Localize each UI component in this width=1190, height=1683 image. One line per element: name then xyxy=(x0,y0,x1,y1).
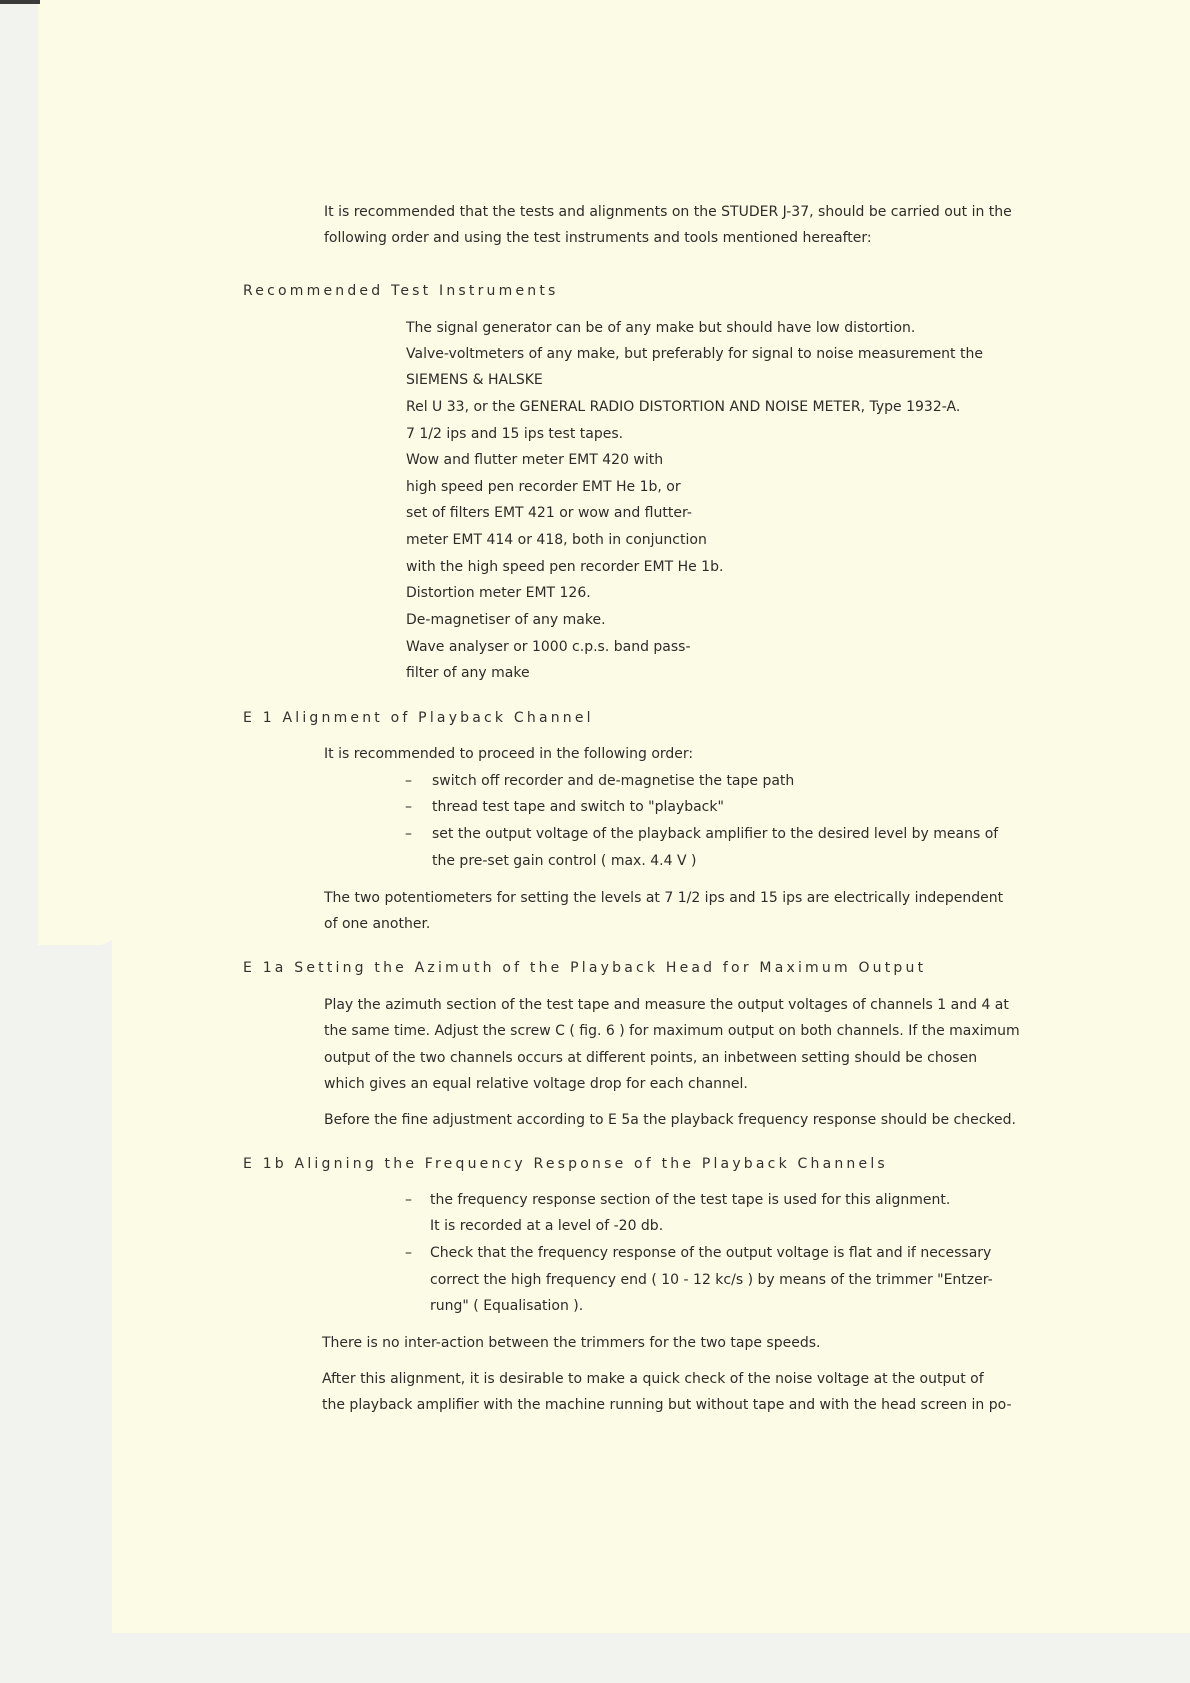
section-heading-e1b: E 1b Aligning the Frequency Response of the Playback Channels xyxy=(243,1156,888,1172)
intro-line-2: following order and using the test instruments and tools mentioned hereafter: xyxy=(324,230,872,246)
e1-list-item: thread test tape and switch to "playback" xyxy=(432,799,724,815)
e1-list-item-continued: the pre-set gain control ( max. 4.4 V ) xyxy=(432,853,697,869)
list-dash: – xyxy=(405,826,412,842)
instrument-line: with the high speed pen recorder EMT He 1b. xyxy=(406,559,724,575)
instrument-line: meter EMT 414 or 418, both in conjunction xyxy=(406,532,707,548)
intro-line-1: It is recommended that the tests and alignments on the STUDER J-37, should be carried out in the xyxy=(324,204,1012,220)
instrument-line: De-magnetiser of any make. xyxy=(406,612,606,628)
list-dash: – xyxy=(405,1245,412,1261)
instrument-line: SIEMENS & HALSKE xyxy=(406,372,543,388)
instrument-line: 7 1/2 ips and 15 ips test tapes. xyxy=(406,426,624,442)
instrument-line: set of filters EMT 421 or wow and flutter- xyxy=(406,505,692,521)
e1b-list-item-continued: It is recorded at a level of -20 db. xyxy=(430,1218,664,1234)
instrument-line: The signal generator can be of any make but should have low distortion. xyxy=(406,320,916,336)
e1-list-item: switch off recorder and de-magnetise the tape path xyxy=(432,773,795,789)
e1-lead: It is recommended to proceed in the following order: xyxy=(324,746,694,762)
list-dash: – xyxy=(405,773,412,789)
e1b-list-item: Check that the frequency response of the output voltage is flat and if necessary xyxy=(430,1245,992,1261)
instrument-line: Rel U 33, or the GENERAL RADIO DISTORTION AND NOISE METER, Type 1932-A. xyxy=(406,399,961,415)
e1-list-item: set the output voltage of the playback amplifier to the desired level by means of xyxy=(432,826,999,842)
e1-paragraph-line-1: The two potentiometers for setting the levels at 7 1/2 ips and 15 ips are electrically independent xyxy=(324,890,1004,906)
e1b-paragraph-1: There is no inter-action between the trimmers for the two tape speeds. xyxy=(322,1335,821,1351)
e1b-list-item-continued: rung" ( Equalisation ). xyxy=(430,1298,584,1314)
instrument-line: Wave analyser or 1000 c.p.s. band pass- xyxy=(406,639,691,655)
instrument-line: Wow and flutter meter EMT 420 with xyxy=(406,452,664,468)
instrument-line: Distortion meter EMT 126. xyxy=(406,585,591,601)
e1b-list-item: the frequency response section of the test tape is used for this alignment. xyxy=(430,1192,951,1208)
section-heading-e1a: E 1a Setting the Azimuth of the Playback Head for Maximum Output xyxy=(243,960,927,976)
e1a-line: the same time. Adjust the screw C ( fig. 6 ) for maximum output on both channels. If the maximum xyxy=(324,1023,1020,1039)
e1b-paragraph-2-line-1: After this alignment, it is desirable to make a quick check of the noise voltage at the output of xyxy=(322,1371,984,1387)
e1b-paragraph-2-line-2: the playback amplifier with the machine running but without tape and with the head screen in po- xyxy=(322,1397,1012,1413)
instrument-line: Valve-voltmeters of any make, but preferably for signal to noise measurement the xyxy=(406,346,983,362)
list-dash: – xyxy=(405,1192,412,1208)
instrument-line: high speed pen recorder EMT He 1b, or xyxy=(406,479,681,495)
e1-paragraph-line-2: of one another. xyxy=(324,916,431,932)
list-dash: – xyxy=(405,799,412,815)
e1a-line: output of the two channels occurs at different points, an inbetween setting should be chosen xyxy=(324,1050,978,1066)
e1b-list-item-continued: correct the high frequency end ( 10 - 12 kc/s ) by means of the trimmer "Entzer- xyxy=(430,1272,993,1288)
e1a-note: Before the fine adjustment according to E 5a the playback frequency response should be checked. xyxy=(324,1112,1016,1128)
e1a-line: Play the azimuth section of the test tape and measure the output voltages of channels 1 and 4 at xyxy=(324,997,1009,1013)
section-heading-instruments: Recommended Test Instruments xyxy=(243,283,559,299)
e1a-line: which gives an equal relative voltage drop for each channel. xyxy=(324,1076,748,1092)
section-heading-e1: E 1 Alignment of Playback Channel xyxy=(243,710,594,726)
instrument-line: filter of any make xyxy=(406,665,530,681)
